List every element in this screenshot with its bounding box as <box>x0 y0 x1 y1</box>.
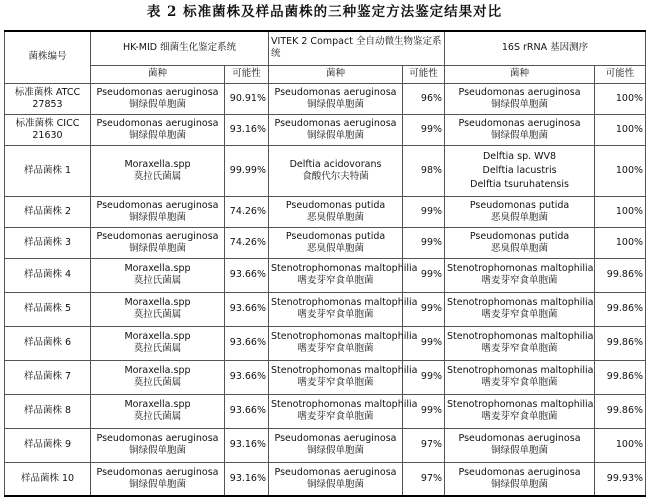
species-name: Pseudomonas putida <box>285 230 386 242</box>
method2-probability-cell: 99% <box>403 114 445 145</box>
method2-header: VITEK 2 Compact 全自动微生物鉴定系统 <box>269 31 445 65</box>
species-name: Pseudomonas aeruginosa <box>458 86 581 98</box>
table-row <box>5 292 646 326</box>
method3-species-cell <box>445 196 595 227</box>
species-name: Pseudomonas putida <box>285 199 386 211</box>
species-name: 铜绿假单胞菌 <box>491 445 549 456</box>
species-name: 莫拉氏菌属 <box>133 170 182 182</box>
strain-id-cell: 样品菌株 3 <box>5 227 91 258</box>
method3-species-cell <box>445 227 595 258</box>
method3-probability-cell: 99.86% <box>595 292 646 326</box>
method2-probability-cell: 99% <box>403 227 445 258</box>
method1-species-cell <box>91 258 225 292</box>
method1-probability-cell: 93.16% <box>225 462 269 496</box>
method2-species-cell <box>269 394 418 428</box>
method1-species-cell <box>91 326 225 360</box>
strain-id-cell: 样品菌株 7 <box>5 360 91 394</box>
species-name: Stenotrophomonas maltophilia <box>271 331 418 342</box>
species-name: 恶臭假单胞菌 <box>491 211 549 223</box>
method1-probability-cell: 93.66% <box>225 394 269 428</box>
method1-probability-cell: 93.66% <box>225 360 269 394</box>
species-name: 嗜麦芽窄食单胞菌 <box>297 275 374 286</box>
method3-probability-cell: 100% <box>595 83 646 114</box>
species-name: Pseudomonas aeruginosa <box>274 86 397 98</box>
method1-header: HK-MID 细菌生化鉴定系统 <box>91 31 269 65</box>
species-name: Stenotrophomonas maltophilia <box>447 365 594 376</box>
species-name: 铜绿假单胞菌 <box>307 98 365 110</box>
table-row <box>5 83 646 114</box>
species-name: 铜绿假单胞菌 <box>491 98 549 110</box>
method3-probability-cell: 100% <box>595 145 646 196</box>
species-name: 铜绿假单胞菌 <box>128 242 186 254</box>
method3-species-cell <box>445 360 595 394</box>
species-name: Pseudomonas aeruginosa <box>274 433 397 444</box>
method1-species-cell <box>91 462 225 496</box>
m3-probability-header: 可能性 <box>595 65 646 83</box>
method2-species-cell <box>269 114 403 145</box>
method1-probability-cell: 93.66% <box>225 326 269 360</box>
method3-species-cell <box>445 145 595 196</box>
strain-id-cell: 样品菌株 4 <box>5 258 91 292</box>
species-name: 莫拉氏菌属 <box>133 377 182 388</box>
method2-species-cell <box>269 462 403 496</box>
species-name: Pseudomonas aeruginosa <box>458 117 581 129</box>
method3-species-cell <box>445 428 595 462</box>
species-name: Stenotrophomonas maltophilia <box>271 297 418 308</box>
species-name: Pseudomonas putida <box>469 199 570 211</box>
method1-probability-cell: 90.91% <box>225 83 269 114</box>
m2-probability-header: 可能性 <box>403 65 445 83</box>
species-name: Stenotrophomonas maltophilia <box>447 263 594 274</box>
table-title: 表 2 标准菌株及样品菌株的三种鉴定方法鉴定结果对比 <box>146 4 503 20</box>
strain-id-cell: 样品菌株 1 <box>5 145 91 196</box>
species-name: 莫拉氏菌属 <box>133 411 182 422</box>
method2-species-cell <box>269 196 403 227</box>
strain-id-cell: 标准菌株 ATCC 27853 <box>5 83 91 114</box>
method1-probability-cell: 93.66% <box>225 292 269 326</box>
species-name: Moraxella.spp <box>124 158 191 170</box>
m1-species-header: 菌种 <box>91 65 225 83</box>
method1-species-cell <box>91 145 225 196</box>
strain-id-cell: 标准菌株 CICC 21630 <box>5 114 91 145</box>
method2-probability-cell: 96% <box>403 83 445 114</box>
species-name: 嗜麦芽窄食单胞菌 <box>481 343 558 354</box>
method3-species-cell <box>445 83 595 114</box>
species-name: 恶臭假单胞菌 <box>491 242 549 254</box>
method2-species-cell <box>269 227 403 258</box>
species-name: 铜绿假单胞菌 <box>128 98 186 110</box>
table-row <box>5 227 646 258</box>
species-name: 嗜麦芽窄食单胞菌 <box>297 309 374 320</box>
method1-probability-cell: 99.99% <box>225 145 269 196</box>
method1-probability-cell: 93.16% <box>225 428 269 462</box>
species-name: Pseudomonas aeruginosa <box>96 230 219 242</box>
species-name: Delftia lacustris <box>482 164 557 176</box>
strain-id-cell: 样品菌株 6 <box>5 326 91 360</box>
species-name: Stenotrophomonas maltophilia <box>447 297 594 308</box>
method3-species-cell <box>445 326 595 360</box>
species-name: Pseudomonas aeruginosa <box>96 433 219 444</box>
method2-species-cell <box>269 258 418 292</box>
strain-id-cell: 样品菌株 2 <box>5 196 91 227</box>
method1-species-cell <box>91 292 225 326</box>
method2-probability-cell: 99% <box>403 292 445 326</box>
method3-probability-cell: 99.86% <box>595 360 646 394</box>
species-name: 铜绿假单胞菌 <box>128 445 186 456</box>
species-name: 嗜麦芽窄食单胞菌 <box>297 343 374 354</box>
header-row-subcolumns <box>5 65 646 83</box>
method3-header: 16S rRNA 基因测序 <box>445 31 646 65</box>
method3-species-cell <box>445 114 595 145</box>
species-name: 嗜麦芽窄食单胞菌 <box>481 309 558 320</box>
table-row <box>5 145 646 196</box>
method2-species-cell <box>269 360 418 394</box>
species-name: 恶臭假单胞菌 <box>307 211 365 223</box>
species-name: 莫拉氏菌属 <box>133 309 182 320</box>
species-name: Moraxella.spp <box>124 331 191 342</box>
species-name: 莫拉氏菌属 <box>133 343 182 354</box>
species-name: Pseudomonas aeruginosa <box>96 86 219 98</box>
species-name: 嗜麦芽窄食单胞菌 <box>481 411 558 422</box>
strain-id-cell: 样品菌株 5 <box>5 292 91 326</box>
species-name: 铜绿假单胞菌 <box>128 478 186 490</box>
method2-probability-cell: 99% <box>403 258 445 292</box>
method2-probability-cell: 97% <box>403 462 445 496</box>
method3-probability-cell: 100% <box>595 196 646 227</box>
method1-probability-cell: 93.16% <box>225 114 269 145</box>
method3-probability-cell: 99.93% <box>595 462 646 496</box>
species-name: 铜绿假单胞菌 <box>307 129 365 141</box>
species-name: Moraxella.spp <box>124 297 191 308</box>
method3-probability-cell: 99.86% <box>595 394 646 428</box>
species-name: Pseudomonas aeruginosa <box>96 466 219 478</box>
method2-probability-cell: 99% <box>403 326 445 360</box>
method1-species-cell <box>91 360 225 394</box>
species-name: Stenotrophomonas maltophilia <box>447 399 594 410</box>
method2-probability-cell: 99% <box>403 196 445 227</box>
method3-probability-cell: 100% <box>595 428 646 462</box>
m2-species-header: 菌种 <box>269 65 403 83</box>
method1-probability-cell: 74.26% <box>225 227 269 258</box>
method3-species-cell <box>445 292 595 326</box>
method3-species-cell <box>445 258 595 292</box>
table-row <box>5 196 646 227</box>
species-name: Pseudomonas aeruginosa <box>96 199 219 211</box>
species-name: 嗜麦芽窄食单胞菌 <box>481 377 558 388</box>
table-row <box>5 462 646 496</box>
method2-probability-cell: 99% <box>403 394 445 428</box>
species-name: Stenotrophomonas maltophilia <box>447 331 594 342</box>
species-name: Stenotrophomonas maltophilia <box>271 399 418 410</box>
species-name: 铜绿假单胞菌 <box>128 211 186 223</box>
method1-species-cell <box>91 227 225 258</box>
species-name: Moraxella.spp <box>124 365 191 376</box>
table-row <box>5 114 646 145</box>
method1-species-cell <box>91 196 225 227</box>
table-row <box>5 258 646 292</box>
m1-probability-header: 可能性 <box>225 65 269 83</box>
method2-probability-cell: 98% <box>403 145 445 196</box>
method1-probability-cell: 74.26% <box>225 196 269 227</box>
species-name: Pseudomonas aeruginosa <box>274 117 397 129</box>
strain-column-header: 菌株编号 <box>5 31 91 83</box>
method2-species-cell <box>269 83 403 114</box>
species-name: 铜绿假单胞菌 <box>307 445 365 456</box>
species-name: Moraxella.spp <box>124 399 191 410</box>
species-name: Pseudomonas aeruginosa <box>274 466 397 478</box>
table-row <box>5 428 646 462</box>
species-name: 食酸代尔夫特菌 <box>302 170 369 182</box>
species-name: Pseudomonas aeruginosa <box>96 117 219 129</box>
table-row <box>5 326 646 360</box>
method2-species-cell <box>269 428 403 462</box>
species-name: Stenotrophomonas maltophilia <box>271 263 418 274</box>
method3-probability-cell: 100% <box>595 227 646 258</box>
species-name: 铜绿假单胞菌 <box>491 478 549 490</box>
method1-probability-cell: 93.66% <box>225 258 269 292</box>
results-table <box>4 30 646 497</box>
method2-species-cell <box>269 145 403 196</box>
method3-probability-cell: 100% <box>595 114 646 145</box>
strain-id-cell: 样品菌株 10 <box>5 462 91 496</box>
table-row <box>5 360 646 394</box>
method3-species-cell <box>445 394 595 428</box>
m3-species-header: 菌种 <box>445 65 595 83</box>
species-name: 嗜麦芽窄食单胞菌 <box>297 377 374 388</box>
method1-species-cell <box>91 428 225 462</box>
species-name: 嗜麦芽窄食单胞菌 <box>481 275 558 286</box>
method2-probability-cell: 97% <box>403 428 445 462</box>
method3-probability-cell: 99.86% <box>595 326 646 360</box>
strain-id-cell: 样品菌株 8 <box>5 394 91 428</box>
species-name: Delftia tsuruhatensis <box>470 178 569 190</box>
species-name: 铜绿假单胞菌 <box>491 129 549 141</box>
species-name: Pseudomonas putida <box>469 230 570 242</box>
method1-species-cell <box>91 83 225 114</box>
method1-species-cell <box>91 394 225 428</box>
method3-probability-cell: 99.86% <box>595 258 646 292</box>
method3-species-cell <box>445 462 595 496</box>
species-name: 莫拉氏菌属 <box>133 275 182 286</box>
species-name: Delftia sp. WV8 <box>482 150 557 162</box>
strain-id-cell: 样品菌株 9 <box>5 428 91 462</box>
method2-species-cell <box>269 326 418 360</box>
species-name: 恶臭假单胞菌 <box>307 242 365 254</box>
species-name: 铜绿假单胞菌 <box>128 129 186 141</box>
method2-species-cell <box>269 292 418 326</box>
species-name: 嗜麦芽窄食单胞菌 <box>297 411 374 422</box>
method2-probability-cell: 99% <box>403 360 445 394</box>
table-row <box>5 394 646 428</box>
species-name: Pseudomonas aeruginosa <box>458 433 581 444</box>
species-name: Pseudomonas aeruginosa <box>458 466 581 478</box>
species-name: Moraxella.spp <box>124 263 191 274</box>
method1-species-cell <box>91 114 225 145</box>
species-name: 铜绿假单胞菌 <box>307 478 365 490</box>
species-name: Stenotrophomonas maltophilia <box>271 365 418 376</box>
species-name: Delftia acidovorans <box>289 158 382 170</box>
header-row-methods <box>5 31 646 65</box>
